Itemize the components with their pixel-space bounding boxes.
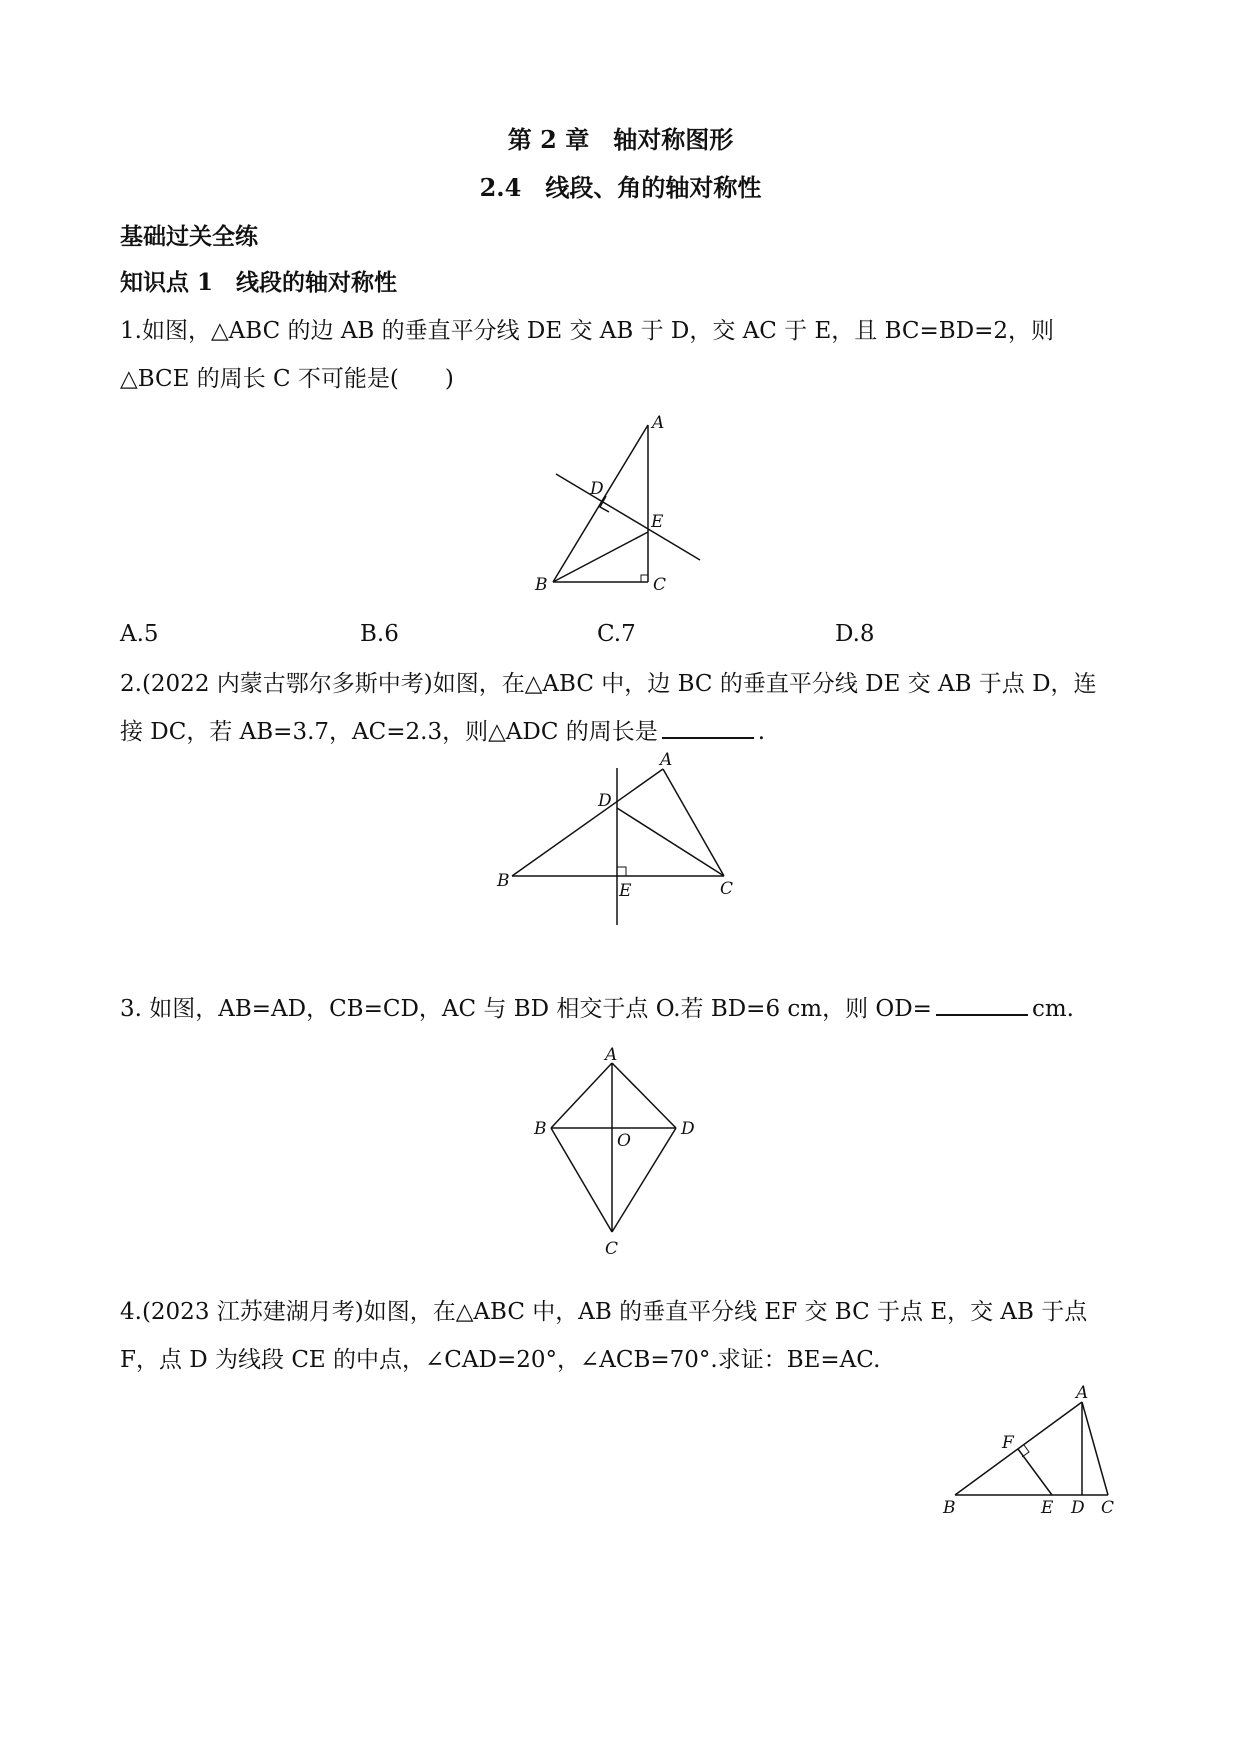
q3-label-d: D [681,1119,695,1139]
q4-figure [935,1380,1130,1520]
q1-segment-ab [553,425,648,582]
q1-bisector-de [556,474,700,560]
q1-option-b: B.6 [360,621,399,647]
q3-figure [525,1045,715,1260]
q4-label-e: E [1041,1498,1054,1518]
q3-label-o: O [617,1131,631,1151]
q1-label-b: B [535,575,548,595]
q3-segment-bc [551,1128,612,1232]
q2-segment-dc [617,808,724,876]
q3-text-post: cm. [1031,996,1074,1022]
q1-label-d: D [590,479,604,499]
q4-label-f: F [1002,1433,1014,1453]
q3-text-line1 [120,990,1074,1023]
q2-text-line2-pre: 接 DC，若 AB=3.7，AC=2.3，则△ADC 的周长是 [120,719,658,745]
q2-text-line2 [120,713,765,746]
q1-right-angle-mark-c [641,575,648,582]
q2-label-a: A [660,750,673,770]
q2-label-d: D [598,791,612,811]
q4-segment-ac [1082,1402,1108,1495]
q4-label-d: D [1071,1498,1085,1518]
q1-option-d: D.8 [835,621,875,647]
q2-answer-blank[interactable] [662,717,754,739]
q1-text-line1: 1.如图，△ABC 的边 AB 的垂直平分线 DE 交 AB 于 D，交 AC 于 E，且 BC=BD=2，则 [120,318,1055,344]
q2-segment-ac [663,769,724,876]
q3-label-a: A [605,1045,618,1065]
q2-label-c: C [720,879,734,899]
q3-label-c: C [605,1239,619,1259]
q1-figure [520,410,720,610]
q3-answer-blank[interactable] [936,994,1028,1016]
q2-text-line1: 2.(2022 内蒙古鄂尔多斯中考)如图，在△ABC 中，边 BC 的垂直平分线 DE 交 AB 于点 D，连 [120,671,1097,697]
knowledge-point-title: 知识点 1 线段的轴对称性 [120,269,398,296]
q1-option-a: A.5 [120,621,159,647]
q3-segment-ad [612,1063,676,1128]
q4-label-c: C [1101,1498,1115,1518]
q1-segment-be [553,532,648,582]
q2-figure [490,750,750,935]
q1-label-a: A [652,413,665,433]
q3-text-pre: 3. 如图，AB=AD，CB=CD，AC 与 BD 相交于点 O.若 BD=6 cm，则 OD= [120,996,932,1022]
q2-label-b: B [497,871,510,891]
q1-text-line2: △BCE 的周长 C 不可能是( ) [120,366,454,392]
q4-text-line1: 4.(2023 江苏建湖月考)如图，在△ABC 中，AB 的垂直平分线 EF 交 BC 于点 E，交 AB 于点 [120,1299,1088,1325]
q3-segment-ab [551,1063,612,1128]
q2-right-angle-mark [617,867,626,876]
q3-label-b: B [534,1119,547,1139]
q4-text-line2: F，点 D 为线段 CE 的中点，∠CAD=20°，∠ACB=70°.求证：BE=AC. [120,1347,881,1373]
q4-label-b: B [943,1498,956,1518]
q1-option-c: C.7 [597,621,636,647]
q1-label-c: C [653,575,667,595]
practice-title: 基础过关全练 [120,223,258,250]
q1-label-e: E [651,512,664,532]
q2-text-line2-post: . [757,719,766,745]
q2-label-e: E [619,881,632,901]
q4-segment-ab [955,1402,1082,1495]
chapter-title: 第 2 章 轴对称图形 [507,125,734,154]
q4-label-a: A [1076,1383,1089,1403]
section-title: 2.4 线段、角的轴对称性 [479,173,762,202]
